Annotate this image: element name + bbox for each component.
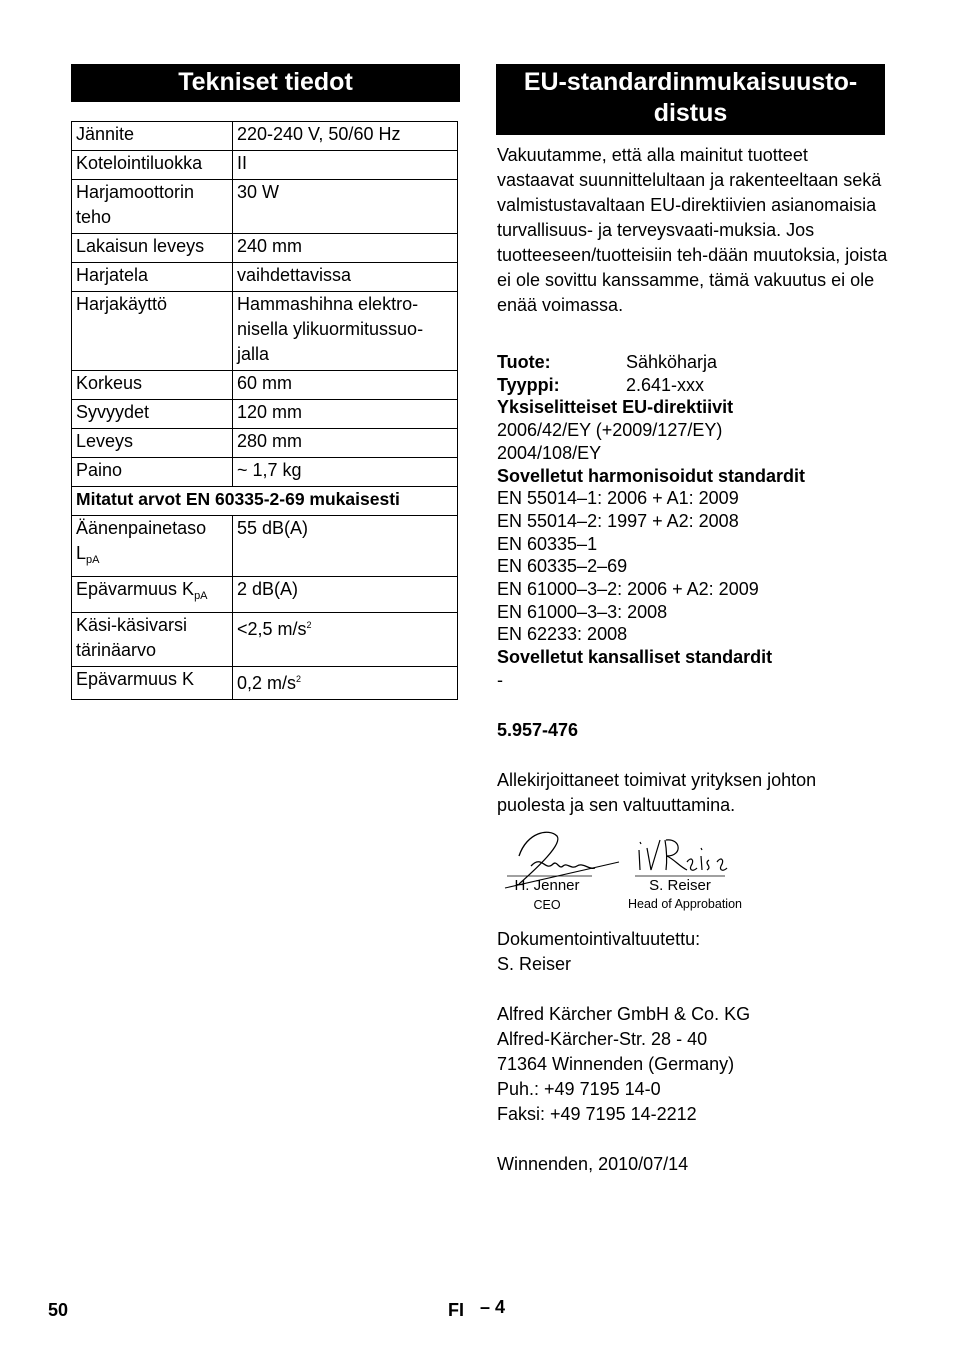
list-item: EN 55014–1: 2006 + A1: 2009: [497, 488, 739, 509]
table-row: [72, 458, 458, 487]
place-date: Winnenden, 2010/07/14: [497, 1154, 689, 1174]
measured-values-header: Mitatut arvot EN 60335-2-69 mukaisesti: [72, 487, 458, 516]
spec-label: Syvyydet: [72, 400, 233, 429]
spec-label: Paino: [72, 458, 233, 487]
national-label: Sovelletut kansalliset standardit: [497, 647, 773, 668]
spec-label: Epävarmuus K: [72, 667, 233, 700]
language-code: FI: [448, 1300, 464, 1320]
address-line: 71364 Winnenden (Germany): [497, 1054, 735, 1074]
spec-label: Harjamoottorin teho: [72, 180, 233, 234]
national-value: -: [497, 669, 503, 690]
spec-label: Äänenpainetaso $L_{pA}$: [72, 516, 233, 577]
spec-label: Lakaisun leveys: [72, 234, 233, 263]
spec-label: Epävarmuus $K_{pA}$: [72, 577, 233, 613]
spec-label: Jännite: [72, 122, 233, 151]
product-value: Sähköharja: [626, 352, 718, 372]
auth-name: S. Reiser: [497, 954, 572, 974]
spec-value: Hammashihna elektro-nisella ylikuormitussuo-jalla: [233, 292, 458, 371]
auth-label: Dokumentointivaltuutettu:: [497, 929, 701, 949]
list-item: EN 61000–3–2: 2006 + A2: 2009: [497, 579, 759, 600]
spec-value: ~ 1,7 kg: [233, 458, 458, 487]
table-row: [72, 577, 458, 613]
table-row: [72, 122, 458, 151]
signers-statement: Allekirjoittaneet toimivat yrityksen johton puolesta ja sen valtuuttamina.: [497, 770, 817, 815]
type-value: 2.641-xxx: [626, 374, 705, 395]
table-row: [72, 234, 458, 263]
technical-data-table: [71, 121, 458, 700]
address-line: Alfred-Kärcher-Str. 28 - 40: [497, 1029, 708, 1049]
signer1-role: CEO: [533, 898, 561, 912]
address-line: Alfred Kärcher GmbH & Co. KG: [497, 1004, 751, 1024]
section-number: – 4: [480, 1297, 506, 1317]
spec-value: 30 W: [233, 180, 458, 234]
spec-value: <2,5 $m/s^2$: [233, 613, 458, 667]
spec-value: 280 mm: [233, 429, 458, 458]
table-row: [72, 516, 458, 577]
page-number: 50: [48, 1300, 69, 1320]
signer1-name: H. Jenner: [514, 877, 580, 894]
spec-value: 220-240 V, 50/60 Hz: [233, 122, 458, 151]
spec-label: Kotelointiluokka: [72, 151, 233, 180]
spec-value: 2 dB(A): [233, 577, 458, 613]
declaration-intro: Vakuutamme, että alla mainitut tuotteet vastaavat suunnittelultaan ja rakenteeltaan sekä valmistustavaltaan EU-direktiivien asianomaisia turvallisuus- ja terveysvaati-muksia. Jos tuotteeseen/tuotteisiin teh-dään muutoksia, joista ei ole sovittu kanssamme, tämä vakuutus ei ole enää voimassa.: [497, 145, 888, 315]
address-line: Faksi: +49 7195 14-2212: [497, 1104, 697, 1124]
eu-declaration-heading: EU-standardinmukaisuusto-distus: [496, 64, 885, 135]
table-row: [72, 292, 458, 371]
list-item: EN 55014–2: 1997 + A2: 2008: [497, 510, 739, 531]
list-item: 2006/42/EY (+2009/127/EY): [497, 420, 723, 441]
table-row: [72, 263, 458, 292]
spec-label: Käsi-käsivarsi tärinäarvo: [72, 613, 233, 667]
list-item: 2004/108/EY: [497, 442, 602, 463]
spec-value: II: [233, 151, 458, 180]
list-item: EN 60335–1: [497, 533, 598, 554]
list-item: EN 60335–2–69: [497, 556, 628, 577]
list-item: EN 62233: 2008: [497, 624, 628, 645]
spec-value: 55 dB(A): [233, 516, 458, 577]
spec-label: Leveys: [72, 429, 233, 458]
signer2-name: S. Reiser: [649, 877, 711, 894]
directives-label: Yksiselitteiset EU-direktiivit: [497, 397, 734, 418]
part-number: 5.957-476: [497, 720, 579, 740]
product-label: Tuote:: [497, 352, 551, 372]
signer2-role: Head of Approbation: [628, 897, 742, 911]
table-row: [72, 429, 458, 458]
spec-value: 0,2 $m/s^2$: [233, 667, 458, 700]
table-row: [72, 151, 458, 180]
harmonised-label: Sovelletut harmonisoidut standardit: [497, 465, 806, 486]
table-row: [72, 487, 458, 516]
spec-value: 240 mm: [233, 234, 458, 263]
company-address: [497, 1002, 889, 1127]
spec-value: vaihdettavissa: [233, 263, 458, 292]
table-row: [72, 613, 458, 667]
table-row: [72, 371, 458, 400]
table-row: [72, 667, 458, 700]
spec-label: Harjakäyttö: [72, 292, 233, 371]
spec-value: 60 mm: [233, 371, 458, 400]
table-row: [72, 180, 458, 234]
type-label: Tyyppi:: [497, 374, 560, 395]
technical-data-heading: Tekniset tiedot: [71, 64, 460, 102]
address-line: Puh.: +49 7195 14-0: [497, 1079, 661, 1099]
list-item: EN 61000–3–3: 2008: [497, 601, 668, 622]
documentation-authority: [497, 927, 889, 977]
table-row: [72, 400, 458, 429]
spec-label: Harjatela: [72, 263, 233, 292]
spec-value: 120 mm: [233, 400, 458, 429]
signatures: [497, 826, 757, 916]
declaration-details: [497, 351, 889, 692]
spec-label: Korkeus: [72, 371, 233, 400]
